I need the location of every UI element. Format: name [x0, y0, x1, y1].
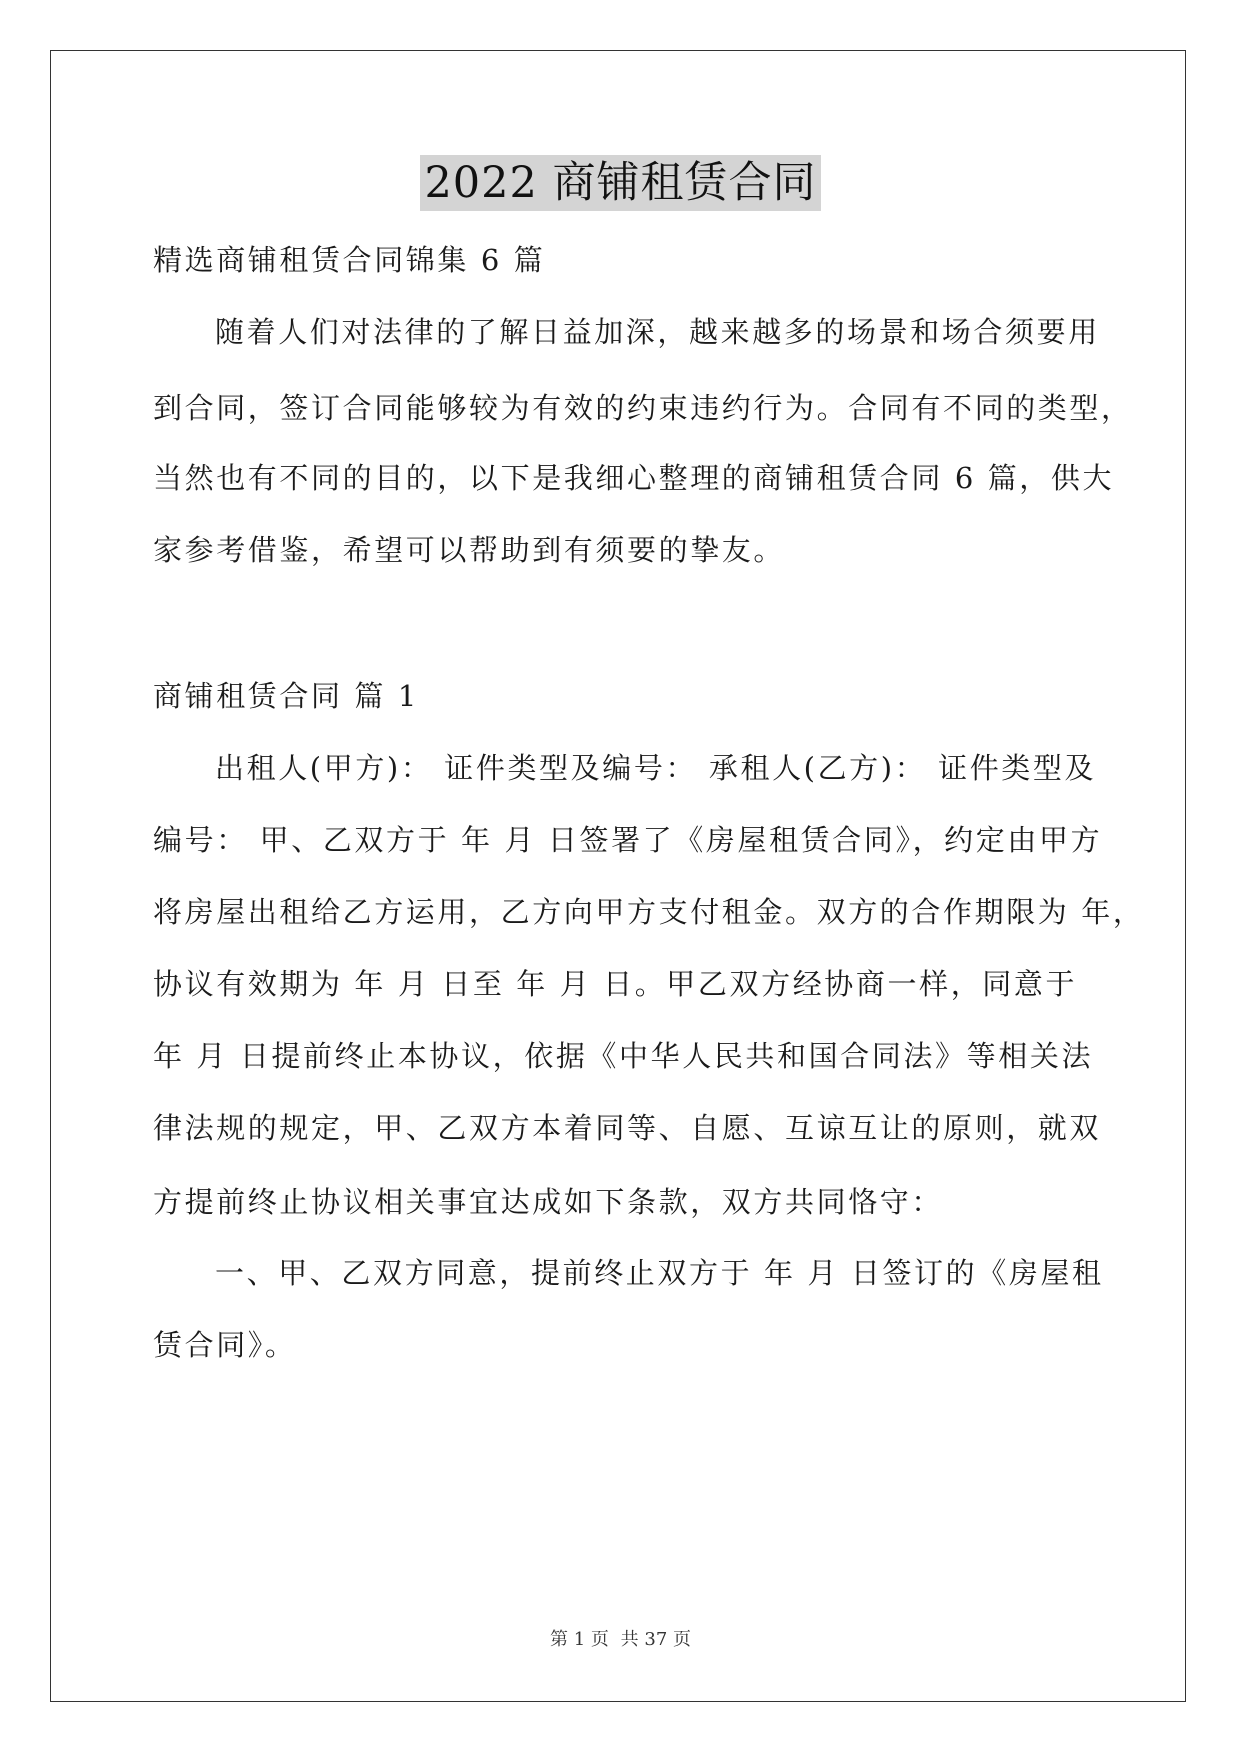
body-line-5: 年 月 日提前终止本协议，依据《中华人民共和国合同法》等相关法	[153, 1039, 1094, 1073]
body-line-1: 出租人(甲方)： 证件类型及编号： 承租人(乙方)： 证件类型及	[215, 751, 1097, 785]
clause-line-2: 赁合同》。	[153, 1328, 297, 1362]
body-line-6: 律法规的规定，甲、乙双方本着同等、自愿、互谅互让的原则，就双	[153, 1111, 1102, 1145]
body-line-2: 编号： 甲、乙双方于 年 月 日签署了《房屋租赁合同》，约定由甲方	[153, 823, 1103, 857]
body-line-7: 方提前终止协议相关事宜达成如下条款，双方共同恪守：	[153, 1185, 944, 1219]
document-subtitle: 精选商铺租赁合同锦集 6 篇	[153, 243, 546, 277]
body-line-4: 协议有效期为 年 月 日至 年 月 日。甲乙双方经协商一样，同意于	[153, 967, 1078, 1001]
page-footer	[0, 1628, 1241, 1652]
intro-line-4: 家参考借鉴，希望可以帮助到有须要的挚友。	[153, 533, 786, 567]
body-line-3: 将房屋出租给乙方运用，乙方向甲方支付租金。双方的合作期限为 年，	[153, 895, 1145, 929]
intro-line-1: 随着人们对法律的了解日益加深，越来越多的场景和场合须要用	[215, 315, 1100, 349]
intro-line-2: 到合同，签订合同能够较为有效的约束违约行为。合同有不同的类型，	[153, 391, 1133, 425]
total-pages: 共 37 页	[620, 1629, 691, 1650]
document-title: 2022 商铺租赁合同	[420, 155, 820, 211]
title-container	[0, 155, 1241, 211]
section-heading: 商铺租赁合同 篇 1	[153, 679, 419, 713]
page-number: 第 1 页	[550, 1629, 609, 1650]
page-border	[50, 50, 1186, 1702]
intro-line-3: 当然也有不同的目的，以下是我细心整理的商铺租赁合同 6 篇，供大	[153, 461, 1115, 495]
clause-line-1: 一、甲、乙双方同意，提前终止双方于 年 月 日签订的《房屋租	[215, 1256, 1104, 1290]
